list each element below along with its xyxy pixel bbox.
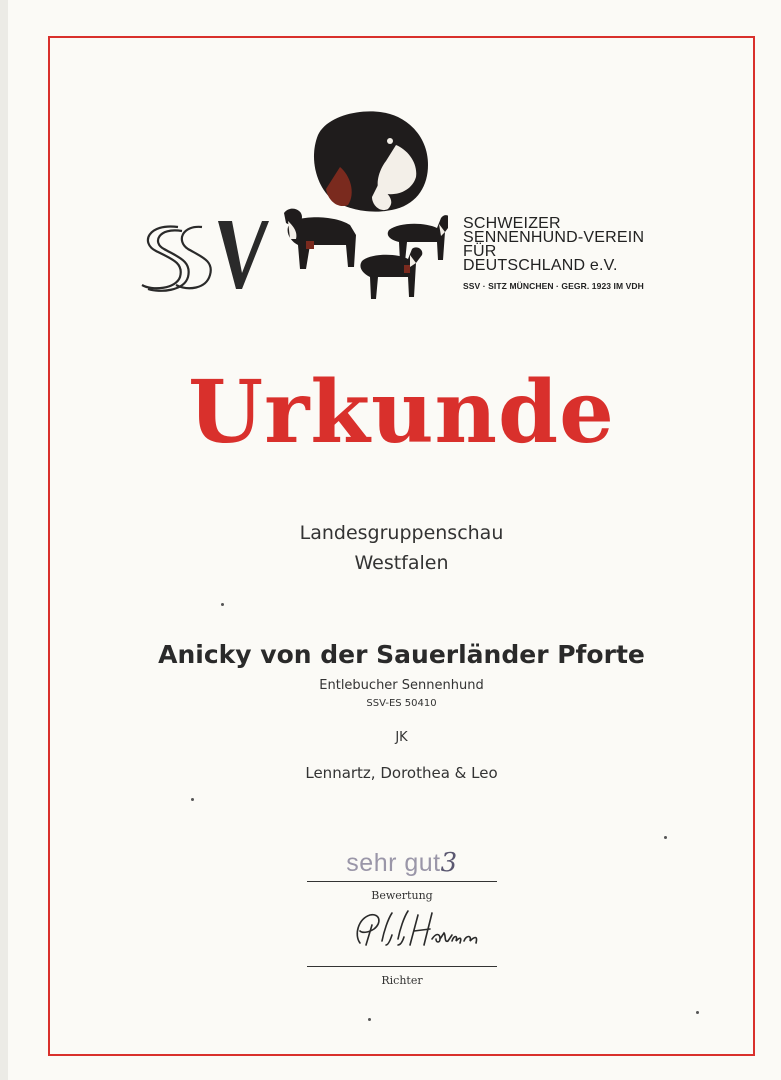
judge-label: Richter <box>381 974 423 987</box>
club-name-line: SENNENHUND-VEREIN <box>463 229 645 246</box>
club-subline: SSV · SITZ MÜNCHEN · GEGR. 1923 IM VDH <box>463 281 644 291</box>
judge-signature-icon <box>348 905 483 953</box>
show-class: JK <box>395 730 408 745</box>
grade-handwritten: 3 <box>440 848 458 878</box>
club-name-line: DEUTSCHLAND e.V. <box>463 257 618 274</box>
paper-speck <box>221 603 224 606</box>
grade-rule <box>307 881 497 882</box>
owner-name: Lennartz, Dorothea & Leo <box>305 764 498 782</box>
paper-speck <box>368 1018 371 1021</box>
club-name-block <box>463 217 693 291</box>
grade-stamp: sehr gut <box>346 849 441 877</box>
grade-value <box>308 848 496 878</box>
paper-speck <box>696 1011 699 1014</box>
ssv-logo-icon <box>138 215 273 295</box>
certificate-title: Urkunde <box>188 362 615 463</box>
dog-breed: Entlebucher Sennenhund <box>319 678 484 693</box>
bernese-dog-icon <box>278 105 448 305</box>
grade-label: Bewertung <box>371 889 433 902</box>
event-name <box>48 518 755 578</box>
club-name-line: FÜR <box>463 243 497 260</box>
club-name-line: SCHWEIZER <box>463 215 561 232</box>
certificate-sheet <box>8 0 781 1080</box>
event-line-2: Westfalen <box>354 552 449 574</box>
club-logo <box>138 105 678 315</box>
event-line-1: Landesgruppenschau <box>299 522 504 544</box>
dog-name: Anicky von der Sauerländer Pforte <box>158 640 645 669</box>
registration-number: SSV-ES 50410 <box>366 698 437 709</box>
judge-rule <box>307 966 497 967</box>
paper-speck <box>191 798 194 801</box>
paper-speck <box>664 836 667 839</box>
